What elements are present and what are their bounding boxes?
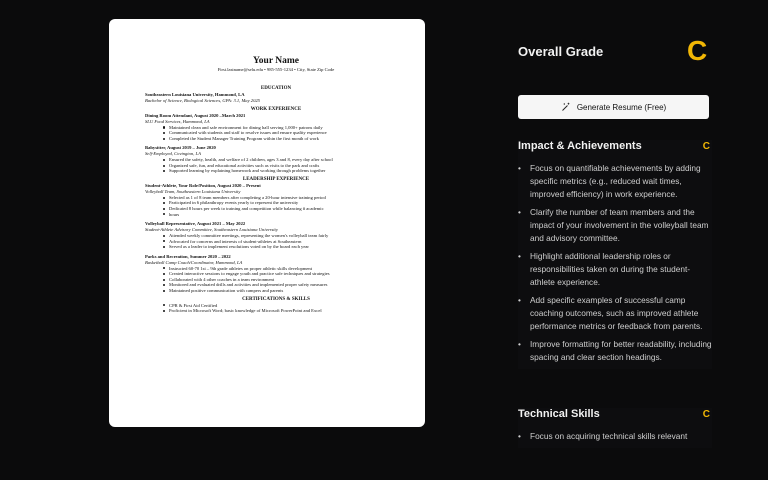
tip-item: • Highlight additional leadership roles or responsibilities taken on during the student-athlete experience. [518, 250, 712, 289]
tip-item: • Focus on quantifiable achievements by adding specific metrics (e.g., reduced wait times, improved efficiency) in work experience. [518, 162, 712, 201]
role-org: Student-Athlete Advisory Committee, Southeastern Louisiana University [145, 227, 278, 233]
tip-item: • Add specific examples of successful camp coaching outcomes, such as improved athlete performance metrics or feedback from parents. [518, 294, 712, 333]
resume-certs-heading: CERTIFICATIONS & SKILLS [242, 296, 310, 302]
role-title: Student-Athlete, Your Role/Position, August 2020 – Present [145, 183, 261, 188]
role-org: Basketball Camp Coach/Coordinator, Hammond, LA [145, 259, 243, 265]
technical-skills-section [518, 408, 712, 448]
resume-preview [109, 19, 425, 427]
role-title: Parks and Recreation, Summer 2020 – 2022 [145, 253, 231, 259]
resume-contact: First.lastname@selu.edu • 985-555-1234 • City, State Zip Code [217, 67, 335, 72]
section-grade: C [702, 140, 710, 152]
overall-grade-letter: C [687, 35, 708, 66]
impact-achievements-section [518, 140, 712, 369]
role-bullet: Selected as 1 of 8 team members after completing a 20-hour intensive training period [163, 195, 407, 201]
role-bullet: Created interactive sessions to engage youth and practice safe techniques and strategies [163, 271, 407, 277]
role-title: Volleyball Representative, August 2021 – May 2022 [145, 221, 246, 227]
section-title: Impact & Achievements [518, 140, 642, 152]
job-bullet: Communicated with students and staff to resolve issues and ensure quality experience [163, 130, 407, 136]
role-bullet: Attended weekly committee meetings, representing the women's volleyball team fairly [163, 233, 407, 239]
job-bullet: Organized safe, fun, and educational activities such as visits to the park and crafts [163, 163, 407, 169]
tip-item: • Improve formatting for better readability, including spacing and clear section headings. [518, 338, 712, 364]
job-bullet: Maintained clean and safe environment for dining hall serving 1,000+ patrons daily [163, 125, 407, 131]
resume-role [145, 183, 407, 217]
role-bullet: Participated in 6 philanthropy events yearly to represent the university [163, 200, 407, 206]
role-bullet: Monitored and evaluated drills and activities and implemented proper safety measures [163, 282, 407, 288]
generate-resume-label: Generate Resume (Free) [576, 102, 667, 112]
section-grade: C [702, 408, 710, 420]
role-bullet: Served as a leader to implement resolutions voted on by the board each year [163, 244, 407, 250]
job-bullet: Supported learning by explaining homework and working through problems together [163, 168, 407, 174]
role-org: Volleyball Team, Southeastern Louisiana University [145, 188, 241, 194]
overall-grade-title: Overall Grade [518, 44, 604, 59]
job-org: SLU Food Services, Hammond, LA [145, 118, 210, 124]
job-bullet: Completed the Student Manager Training Program within the first month of work [163, 136, 407, 142]
tip-item: • Focus on acquiring technical skills relevant [518, 430, 712, 443]
resume-leadership-heading: LEADERSHIP EXPERIENCE [242, 177, 310, 182]
tip-item: • Clarify the number of team members and the impact of your involvement in the volleyball team and advisory committee. [518, 206, 712, 245]
role-bullet-continued: hours [163, 212, 407, 218]
job-title: Dining Room Attendant, August 2020 –March 2021 [145, 112, 246, 118]
resume-role [145, 254, 407, 294]
resume-name: Your Name [252, 56, 299, 66]
generate-resume-button[interactable] [518, 95, 709, 119]
resume-education-heading: EDUCATION [260, 86, 292, 91]
role-bullet: Maintained positive communication with campers and parents [163, 288, 407, 294]
role-bullet: Collaborated with 4 other coaches in a team environment [163, 277, 407, 283]
resume-job [145, 113, 407, 142]
cert-bullet: Proficient in Microsoft Word; basic knowledge of Microsoft PowerPoint and Excel [163, 308, 407, 314]
magic-wand-icon [561, 102, 571, 112]
resume-work-heading: WORK EXPERIENCE [250, 106, 302, 112]
job-title: Babysitter, August 2019 – June 2020 [145, 145, 216, 151]
job-org: Self-Employed, Covington, LA [145, 151, 201, 157]
cert-bullet: CPR & First Aid Certified [163, 303, 407, 309]
section-title: Technical Skills [518, 408, 600, 420]
resume-school: Southeastern Louisiana University, Hammond, LA [145, 92, 245, 97]
resume-job [145, 145, 407, 174]
resume-role [145, 221, 407, 250]
role-bullet: Instructed 60-70 1st – 9th grade athletes on proper athletic skills development [163, 266, 407, 272]
job-bullet: Ensured the safety, health, and welfare of 2 children, ages 3 and 8, every day after school [163, 157, 407, 163]
role-bullet: Advocated for concerns and interests of student-athletes at Southeastern [163, 239, 407, 245]
resume-degree: Bachelor of Science, Biological Sciences, GPA: 3.1, May 2025 [145, 97, 260, 103]
grade-panel [504, 20, 720, 460]
role-bullet: Dedicated 8 hours per week to training and competition while balancing # academic [163, 206, 407, 212]
